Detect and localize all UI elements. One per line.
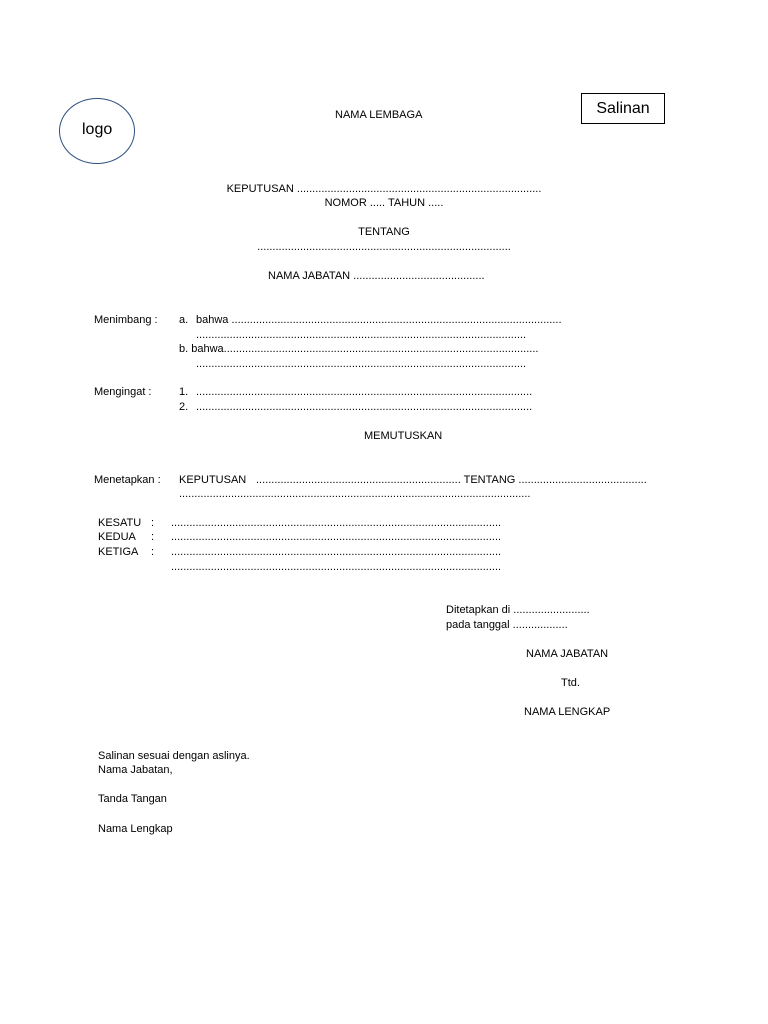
menimbang-b-line1: b. bahwa....................................................................................................... — [179, 343, 539, 355]
menimbang-a-marker: a. — [179, 314, 189, 326]
diktum-label: KEDUA — [98, 531, 136, 543]
mengingat-label: Mengingat : — [94, 386, 152, 398]
menimbang-a-line2: ............................................................................................................ — [196, 329, 527, 341]
diktum-label: KETIGA — [98, 546, 139, 558]
menetapkan-keputusan: KEPUTUSAN — [179, 474, 247, 486]
logo-text: logo — [82, 121, 113, 138]
signature-date: pada tanggal .................. — [446, 619, 568, 631]
signature-name: NAMA LENGKAP — [524, 706, 611, 718]
signature-place: Ditetapkan di ......................... — [446, 604, 590, 616]
mengingat-item-text: .............................................................................................................. — [196, 386, 533, 398]
diktum-colon: : — [151, 531, 155, 543]
diktum-colon: : — [151, 517, 155, 529]
copy-note-line4: Nama Lengkap — [98, 823, 173, 835]
copy-label: Salinan — [596, 100, 650, 117]
menimbang-b-line2: ............................................................................................................ — [196, 358, 527, 370]
signature-position: NAMA JABATAN — [526, 648, 609, 660]
copy-note-line2: Nama Jabatan, — [98, 764, 173, 776]
copy-label-box — [581, 93, 665, 124]
copy-note-line1: Salinan sesuai dengan aslinya. — [98, 750, 250, 762]
diktum-text: ............................................................................................................ — [171, 546, 502, 558]
diktum-extra-line: ............................................................................................................ — [171, 561, 502, 573]
menetapkan-label: Menetapkan : — [94, 474, 161, 486]
menimbang-label: Menimbang : — [94, 314, 158, 326]
mengingat-item-text: .............................................................................................................. — [196, 401, 533, 413]
decision-number: NOMOR ..... TAHUN ..... — [324, 197, 444, 209]
diktum-colon: : — [151, 546, 155, 558]
mengingat-item-num: 1. — [179, 386, 189, 398]
mengingat-item-num: 2. — [179, 401, 189, 413]
logo — [59, 98, 135, 164]
signature-sign: Ttd. — [561, 677, 580, 689]
menetapkan-line2: ................................................................................................................... — [179, 488, 531, 500]
position-title: NAMA JABATAN ........................................... — [268, 270, 485, 282]
decision-title: KEPUTUSAN ................................................................................ — [226, 183, 542, 195]
copy-note-line3: Tanda Tangan — [98, 793, 167, 805]
menetapkan-line1: ................................................................... TENTANG .......................................... — [256, 474, 647, 486]
institution-name: NAMA LEMBAGA — [335, 109, 423, 121]
diktum-text: ............................................................................................................ — [171, 531, 502, 543]
memutuskan-heading: MEMUTUSKAN — [364, 430, 443, 442]
menimbang-a-line1: bahwa ............................................................................................................ — [196, 314, 562, 326]
diktum-label: KESATU — [98, 517, 142, 529]
diktum-text: ............................................................................................................ — [171, 517, 502, 529]
about-dots: ................................................................................... — [257, 241, 511, 253]
about-heading: TENTANG — [358, 226, 410, 238]
